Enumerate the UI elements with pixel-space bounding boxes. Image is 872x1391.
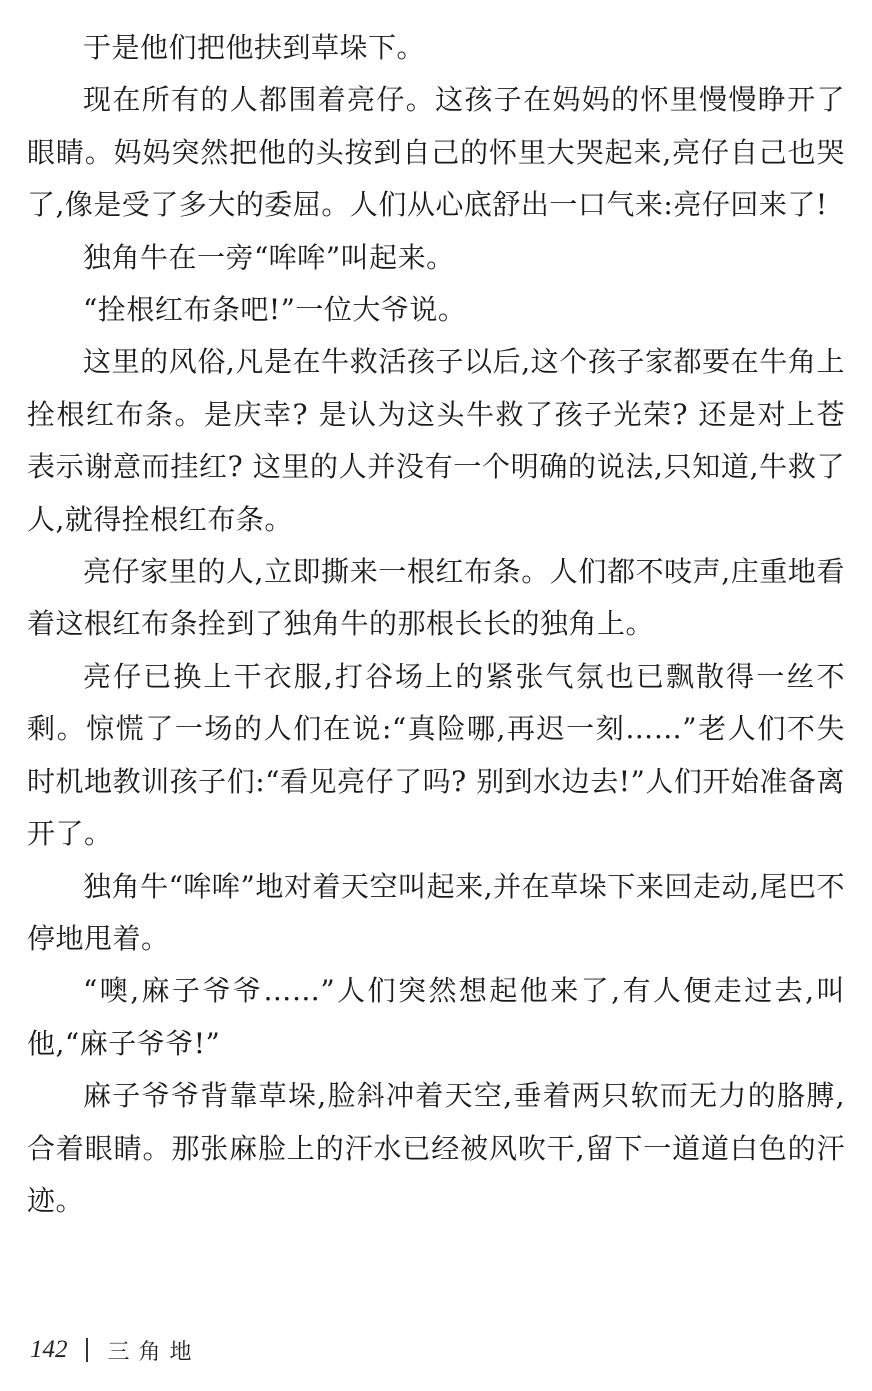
footer-divider	[86, 1338, 88, 1362]
page-footer	[30, 1330, 201, 1370]
paragraph: 独角牛“哞哞”地对着天空叫起来,并在草垛下来回走动,尾巴不停地甩着。	[27, 869, 845, 955]
paragraph: 独角牛在一旁“哞哞”叫起来。	[83, 240, 455, 274]
paragraph: 麻子爷爷背靠草垛,脸斜冲着天空,垂着两只软而无力的胳膊,合着眼睛。那张麻脸上的汗水已经被风吹干,留下一道道白色的汗迹。	[27, 1079, 845, 1217]
paragraph: “噢,麻子爷爷……”人们突然想起他来了,有人便走过去,叫他,“麻子爷爷!”	[27, 974, 845, 1060]
paragraph: 亮仔已换上干衣服,打谷场上的紧张气氛也已飘散得一丝不剩。惊慌了一场的人们在说:“真险哪,再迟一刻……”老人们不失时机地教训孩子们:“看见亮仔了吗? 别到水边去!”人们开始准备离开了。	[27, 659, 845, 851]
paragraph: 现在所有的人都围着亮仔。这孩子在妈妈的怀里慢慢睁开了眼睛。妈妈突然把他的头按到自己的怀里大哭起来,亮仔自己也哭了,像是受了多大的委屈。人们从心底舒出一口气来:亮仔回来了!	[27, 83, 845, 222]
paragraph: 于是他们把他扶到草垛下。	[83, 31, 426, 64]
page-number: 142	[30, 1336, 68, 1363]
paragraph: 这里的风俗,凡是在牛救活孩子以后,这个孩子家都要在牛角上拴根红布条。是庆幸? 是认为这头牛救了孩子光荣? 还是对上苍表示谢意而挂红? 这里的人并没有一个明确的说法,只知道,牛救了人,就得拴根红布条。	[27, 345, 845, 536]
book-title: 三角地	[107, 1339, 201, 1365]
paragraph: 亮仔家里的人,立即撕来一根红布条。人们都不吱声,庄重地看着这根红布条拴到了独角牛的那根长长的独角上。	[27, 555, 845, 641]
paragraph: “拴根红布条吧!”一位大爷说。	[83, 293, 467, 327]
page-body	[27, 22, 845, 1227]
